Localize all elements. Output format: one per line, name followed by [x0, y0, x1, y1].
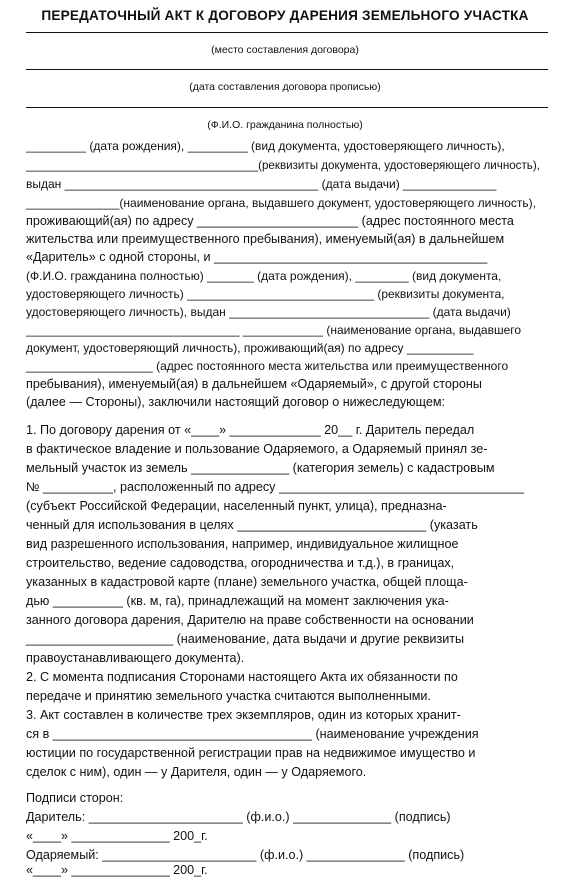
name-caption: (Ф.И.О. гражданина полностью) [207, 119, 363, 131]
place-caption: (место составления договора) [211, 44, 359, 56]
clause-line: (субъект Российской Федерации, населенный пункт, улица), предназна- [26, 499, 447, 513]
place-line [26, 32, 548, 33]
signatures-heading: Подписи сторон: [26, 791, 124, 805]
clause-line: 3. Акт составлен в количестве трех экземпляров, один из которых хранит- [26, 708, 461, 722]
body-line: ______________(наименование органа, выдавшего документ, удостоверяющего личность), [26, 196, 536, 210]
clause-line: правоустанавливающего документа). [26, 651, 245, 665]
date-line [26, 69, 548, 70]
clause-line: мельный участок из земель ______________ (категория земель) с кадастровым [26, 461, 495, 475]
date-caption: (дата составления договора прописью) [189, 81, 381, 93]
body-line: (далее — Стороны), заключили настоящий договор о нижеследующем: [26, 395, 445, 409]
body-line: выдан ______________________________________ (дата выдачи) ______________ [26, 177, 497, 191]
clause-line: № __________, расположенный по адресу ___________________________________ [26, 480, 525, 494]
body-line: удостоверяющего личность), выдан ______________________________ (дата выдачи) [26, 305, 511, 319]
body-line: жительства или преимущественного пребывания), именуемый(ая) в дальнейшем [26, 232, 505, 246]
body-line: ____________________________________(реквизиты документа, удостоверяющего личность), [26, 159, 540, 172]
clause-line: занного договора дарения, Дарителю на праве собственности на основании [26, 613, 474, 627]
clause-line: сделок с ним), один — у Дарителя, один — у Одаряемого. [26, 765, 367, 779]
body-line: «Даритель» с одной стороны, и _______________________________________ [26, 250, 488, 264]
body-line: удостоверяющего личность) ____________________________ (реквизиты документа, [26, 287, 505, 301]
document-title: ПЕРЕДАТОЧНЫЙ АКТ К ДОГОВОРУ ДАРЕНИЯ ЗЕМЕЛЬНОГО УЧАСТКА [41, 8, 529, 23]
donor-date-line: «____» ______________ 200_г. [26, 829, 208, 843]
clause-line: дью __________ (кв. м, га), принадлежащий на момент заключения ука- [26, 594, 449, 608]
name-line [26, 107, 548, 108]
donor-signature-line: Даритель: ______________________ (ф.и.о.) ______________ (подпись) [26, 810, 451, 824]
clause-line: в фактическое владение и пользование Одаряемого, а Одаряемый принял зе- [26, 442, 488, 456]
clause-line: юстиции по государственной регистрации прав на недвижимое имущество и [26, 746, 476, 760]
body-line: _________ (дата рождения), _________ (вид документа, удостоверяющего личность), [26, 139, 505, 153]
clause-line: строительство, ведение садоводства, огородничества и т.д.), в границах, [26, 556, 455, 570]
clause-line: ся в _____________________________________ (наименование учреждения [26, 727, 479, 741]
clause-line: _____________________ (наименование, дата выдачи и другие реквизиты [26, 632, 465, 646]
recipient-date-line: «____» ______________ 200_г. [26, 863, 208, 877]
clause-line: ченный для использования в целях ___________________________ (указать [26, 518, 478, 532]
body-line: ________________________________ ____________ (наименование органа, выдавшего [26, 323, 522, 337]
body-line: ___________________ (адрес постоянного места жительства или преимущественного [26, 359, 509, 373]
clause-line: вид разрешенного использования, например, индивидуальное жилищное [26, 537, 459, 551]
body-line: (Ф.И.О. гражданина полностью) _______ (дата рождения), ________ (вид документа, [26, 269, 502, 283]
recipient-signature-line: Одаряемый: ______________________ (ф.и.о.) ______________ (подпись) [26, 848, 465, 862]
body-line: пребывания), именуемый(ая) в дальнейшем «Одаряемый», с другой стороны [26, 377, 482, 391]
clause-line: передаче и принятию земельного участка считаются выполненными. [26, 689, 431, 703]
clause-line: 1. По договору дарения от «____» _____________ 20__ г. Даритель передал [26, 423, 475, 437]
body-line: документ, удостоверяющий личность), проживающий(ая) по адресу __________ [26, 341, 474, 355]
clause-line: 2. С момента подписания Сторонами настоящего Акта их обязанности по [26, 670, 458, 684]
clause-line: указанных в кадастровой карте (плане) земельного участка, общей площа- [26, 575, 468, 589]
body-line: проживающий(ая) по адресу _______________________ (адрес постоянного места [26, 214, 514, 228]
